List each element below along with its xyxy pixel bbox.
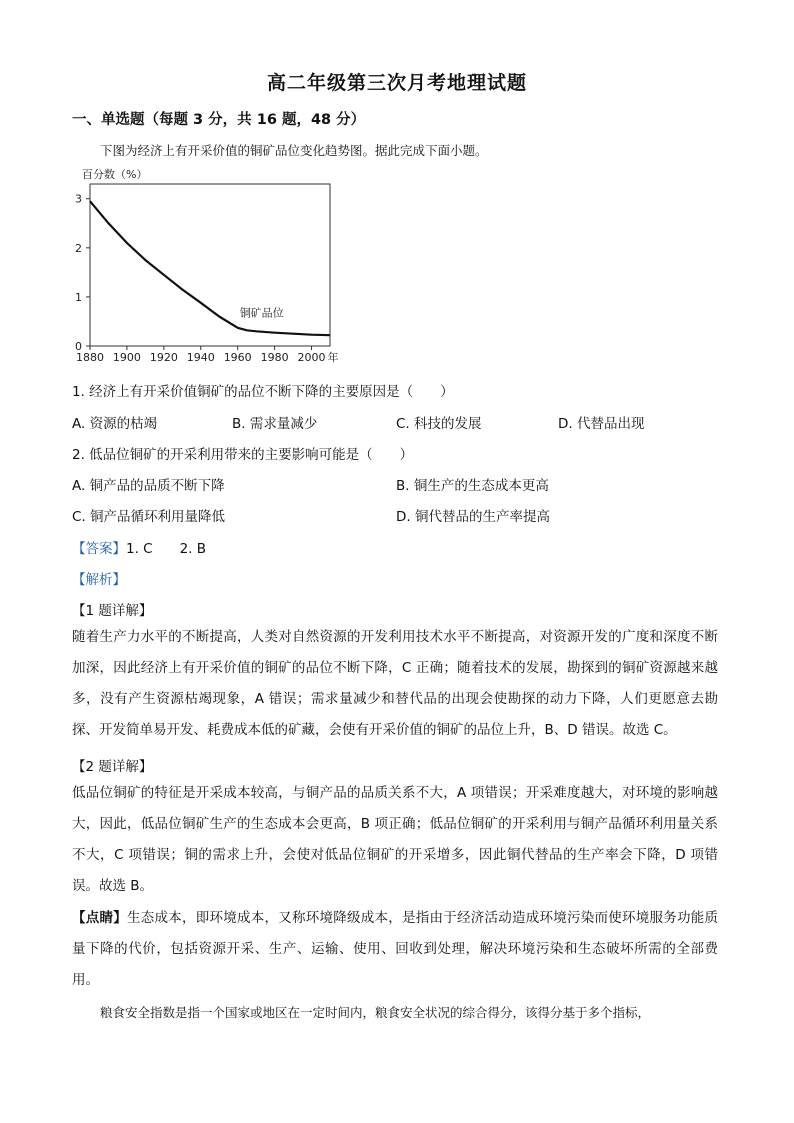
analysis-label-text: 【解析】 [72, 572, 126, 588]
x-tick-label: 1900 [112, 351, 141, 364]
copper-grade-chart [72, 164, 362, 364]
y-tick-label: 0 [75, 340, 82, 353]
chart-frame [90, 184, 330, 346]
tip-label: 【点睛】 [72, 910, 127, 926]
q2-option-a[interactable]: A. 铜产品的品质不断下降 [72, 478, 225, 494]
page-title: 高二年级第三次月考地理试题 [266, 72, 527, 94]
x-tick-label: 2000 [297, 351, 326, 364]
detail-1-label: 【1 题详解】 [72, 603, 153, 619]
chart-ylabel: 百分数（%） [82, 168, 148, 181]
detail-2-text: 低品位铜矿的特征是开采成本较高，与铜产品的品质关系不大，A 项错误；开采难度越大，对环境的影响越大，因此，低品位铜矿生产的生态成本会更高，B 项正确；低品位铜矿的开采利用与铜产品循环利用量关系不大，C 项错误；铜的需求上升，会使对低品位铜矿的开采增多，因此铜代替品的生产率会下降，D 项错误。故选 B。 [72, 785, 718, 894]
q2-option-c[interactable]: C. 铜产品循环利用量降低 [72, 509, 226, 525]
x-tick-label: 1920 [149, 351, 178, 364]
tip-block [72, 903, 718, 996]
q1-option-d[interactable]: D. 代替品出现 [558, 416, 645, 432]
question-2-stem: 2. 低品位铜矿的开采利用带来的主要影响可能是（ ） [72, 447, 414, 463]
x-tick-label: 1980 [260, 351, 289, 364]
analysis-label [72, 568, 126, 588]
q1-option-c[interactable]: C. 科技的发展 [396, 416, 482, 432]
q2-option-b[interactable]: B. 铜生产的生态成本更高 [396, 478, 549, 494]
x-unit-label: 年 [327, 351, 339, 364]
q2-option-d[interactable]: D. 铜代替品的生产率提高 [396, 509, 550, 525]
question-1-stem: 1. 经济上有开采价值铜矿的品位不断下降的主要原因是（ ） [72, 384, 454, 400]
series-annotation: 铜矿品位 [239, 306, 284, 320]
q1-option-b[interactable]: B. 需求量减少 [232, 416, 318, 432]
tip-text: 生态成本，即环境成本，又称环境降级成本，是指由于经济活动造成环境污染而使环境服务功能质量下降的代价，包括资源开采、生产、运输、使用、回收到处理，解决环境污染和生态破坏所需的全部费用。 [72, 910, 718, 988]
y-tick-label: 2 [75, 241, 82, 255]
x-tick-label: 1880 [76, 351, 104, 364]
section-heading: 一、单选题（每题 3 分，共 16 题，48 分） [72, 112, 366, 128]
x-tick-label: 1940 [186, 351, 215, 364]
answer-line [72, 537, 206, 557]
q1-option-a[interactable]: A. 资源的枯竭 [72, 416, 158, 432]
answer-text: 1. C 2. B [126, 541, 207, 557]
next-question-intro: 粮食安全指数是指一个国家或地区在一定时间内，粮食安全状况的综合得分，该得分基于多个指标， [100, 1005, 651, 1020]
y-tick-label: 1 [75, 290, 82, 304]
x-tick-label: 1960 [223, 351, 252, 364]
series-line-copper-grade [90, 201, 330, 335]
answer-label: 【答案】 [72, 541, 126, 557]
detail-1-text: 随着生产力水平的不断提高，人类对自然资源的开发利用技术水平不断提高，对资源开发的广度和深度不断加深，因此经济上有开采价值的铜矿的品位不断下降，C 正确；随着技术的发展，勘探到的铜矿资源越来越多，没有产生资源枯竭现象，A 错误；需求量减少和替代品的出现会使勘探的动力下降，人们更愿意去勘探、开发简单易开发、耗费成本低的矿藏，会使有开采价值的铜矿的品位上升，B、D 错误。故选 C。 [72, 629, 718, 738]
detail-2-label: 【2 题详解】 [72, 759, 153, 775]
question-intro: 下图为经济上有开采价值的铜矿品位变化趋势图。据此完成下面小题。 [100, 143, 488, 158]
y-tick-label: 3 [75, 192, 82, 206]
